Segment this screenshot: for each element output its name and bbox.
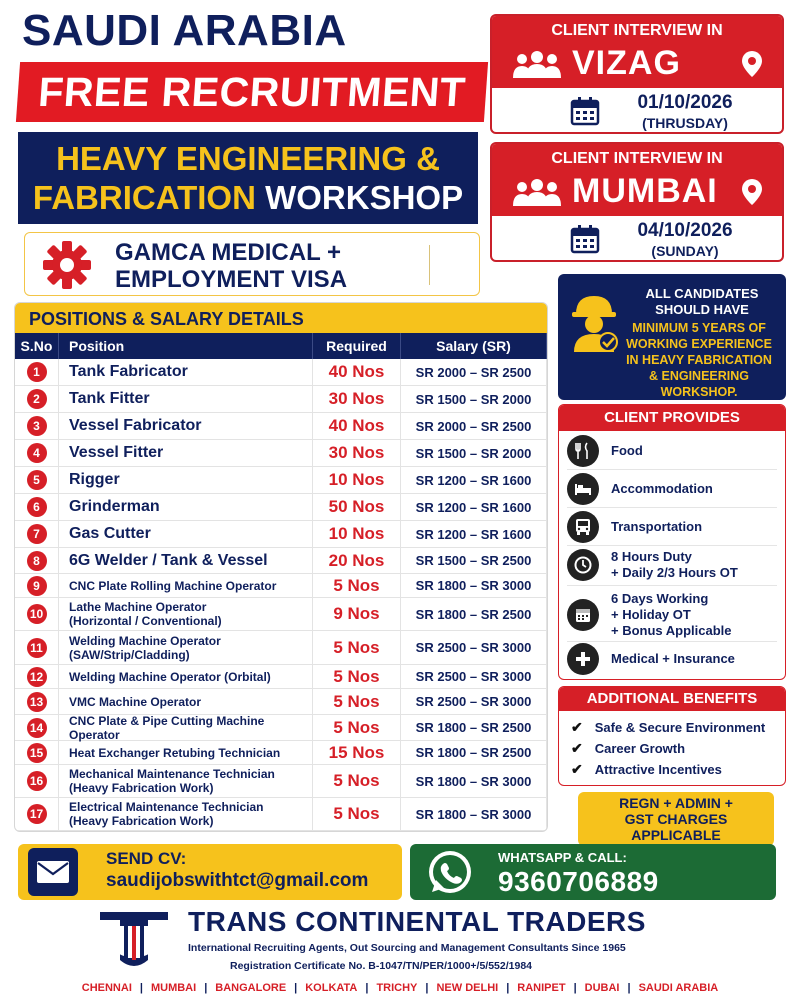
required-count: 30 Nos (328, 389, 385, 408)
table-row (15, 598, 547, 631)
client-provides-title: CLIENT PROVIDES (559, 405, 785, 431)
position-line1: Tank Fabricator (69, 363, 188, 380)
candidate-line2: SHOULD HAVE (655, 302, 749, 317)
position-line1: Tank Fitter (69, 390, 150, 407)
interview-box-vizag (490, 14, 784, 134)
separator: | (425, 982, 429, 994)
row-number-badge: 6 (27, 497, 47, 517)
required-count: 40 Nos (328, 416, 385, 435)
position-cell (59, 715, 313, 740)
table-row (15, 741, 547, 765)
sno-cell (15, 598, 59, 630)
city-name: KOLKATA (305, 982, 358, 994)
required-cell (313, 548, 401, 573)
position-cell (59, 665, 313, 688)
registration-number: Registration Certificate No. B-1047/TN/PER/1000+/5/552/1984 (230, 960, 533, 972)
provide-item-food (567, 435, 777, 467)
salary-cell (401, 574, 547, 597)
sno-cell (15, 386, 59, 412)
calendar-icon (570, 96, 600, 126)
salary-cell (401, 765, 547, 797)
interview-header (492, 144, 782, 216)
required-count: 10 Nos (328, 524, 385, 543)
position-cell (59, 386, 313, 412)
position-line1: Gas Cutter (69, 525, 151, 542)
provide-text (611, 591, 732, 639)
provide-line3: + Bonus Applicable (611, 623, 732, 638)
row-number-badge: 11 (27, 638, 47, 658)
position-line1: CNC Plate Rolling Machine Operator (69, 578, 277, 593)
location-pin-icon (740, 178, 764, 206)
required-cell (313, 715, 401, 740)
position-line2: (Heavy Fabrication Work) (69, 814, 214, 828)
gamca-box (24, 232, 480, 296)
salary-cell (401, 413, 547, 439)
interview-date (620, 220, 750, 262)
required-count: 5 Nos (333, 691, 380, 711)
check-icon: ✔ (571, 719, 583, 735)
row-number-badge: 9 (27, 576, 47, 596)
required-cell (313, 521, 401, 547)
position-name (69, 714, 312, 742)
position-cell (59, 631, 313, 664)
table-row (15, 359, 547, 386)
interview-day: (THRUSDAY) (642, 115, 728, 131)
city-name: DUBAI (584, 982, 620, 994)
candidate-line1: ALL CANDIDATES (645, 286, 759, 301)
position-line1: Heat Exchanger Retubing Technician (69, 745, 281, 760)
benefit-item (571, 740, 685, 757)
interview-label: CLIENT INTERVIEW IN (551, 150, 723, 167)
interview-date-value: 01/10/2026 (637, 92, 733, 113)
table-row (15, 548, 547, 574)
row-number-badge: 10 (27, 604, 47, 624)
candidate-text-white (622, 286, 782, 318)
benefit-text: Attractive Incentives (594, 762, 722, 777)
salary-cell (401, 359, 547, 385)
provide-text: Medical + Insurance (611, 651, 735, 666)
gamca-line2: EMPLOYMENT VISA (115, 266, 348, 293)
position-cell (59, 413, 313, 439)
required-cell (313, 665, 401, 688)
provide-item-duty (567, 549, 777, 581)
position-line1: Grinderman (69, 498, 160, 515)
required-count: 5 Nos (333, 717, 380, 737)
required-count: 5 Nos (333, 666, 380, 686)
company-logo (94, 906, 174, 974)
row-number-badge: 8 (27, 551, 47, 571)
position-cell (59, 467, 313, 493)
interview-city: MUMBAI (572, 172, 718, 210)
salary-range: SR 1800 – SR 2500 (415, 745, 532, 760)
position-cell (59, 440, 313, 466)
required-cell (313, 386, 401, 412)
company-tagline: International Recruiting Agents, Out Sourcing and Management Consultants Since 1965 (188, 942, 626, 954)
sno-cell (15, 467, 59, 493)
separator: | (627, 982, 631, 994)
bus-icon (567, 511, 599, 543)
headline-line2 (18, 178, 478, 218)
required-count: 15 Nos (328, 742, 385, 762)
interview-city: VIZAG (572, 44, 681, 82)
required-cell (313, 494, 401, 520)
benefit-text: Career Growth (594, 741, 686, 756)
benefit-text: Safe & Secure Environment (594, 720, 766, 735)
salary-range: SR 1500 – SR 2000 (415, 445, 532, 461)
city-name: MUMBAI (150, 982, 197, 994)
divider (567, 585, 777, 586)
interview-day: (SUNDAY) (651, 243, 719, 259)
candidate-line5: IN HEAVY FABRICATION (626, 353, 772, 367)
position-name (69, 767, 275, 795)
salary-range: SR 1500 – SR 2000 (415, 391, 532, 407)
row-number-badge: 13 (27, 692, 47, 712)
salary-cell (401, 521, 547, 547)
header-required: Required (313, 333, 401, 359)
position-name (69, 498, 160, 516)
sno-cell (15, 548, 59, 573)
divider (567, 469, 777, 470)
required-count: 40 Nos (328, 362, 385, 381)
salary-cell (401, 598, 547, 630)
separator: | (139, 982, 143, 994)
table-row (15, 715, 547, 741)
position-cell (59, 689, 313, 714)
city-name: SAUDI ARABIA (638, 982, 719, 994)
required-cell (313, 598, 401, 630)
position-name (69, 634, 221, 662)
row-number-badge: 12 (27, 667, 47, 687)
interview-label: CLIENT INTERVIEW IN (551, 22, 723, 39)
row-number-badge: 2 (27, 389, 47, 409)
salary-range: SR 2500 – SR 3000 (415, 640, 532, 655)
salary-range: SR 2000 – SR 2500 (415, 418, 532, 434)
positions-title: POSITIONS & SALARY DETAILS (15, 303, 547, 333)
salary-cell (401, 386, 547, 412)
position-line1: 6G Welder / Tank & Vessel (69, 551, 268, 569)
charges-badge (578, 792, 774, 846)
clock-icon (567, 549, 599, 581)
required-cell (313, 741, 401, 764)
table-body (15, 359, 547, 831)
salary-cell (401, 665, 547, 688)
position-line1: CNC Plate & Pipe Cutting Machine Operator (69, 713, 265, 742)
provide-line2: + Holiday OT (611, 607, 691, 622)
position-line2: (Horizontal / Conventional) (69, 614, 222, 628)
provide-item-accommodation (567, 473, 777, 505)
headline-free-recruitment: FREE RECRUITMENT (16, 62, 488, 122)
table-row (15, 798, 547, 831)
provide-text: Food (611, 443, 643, 458)
sno-cell (15, 798, 59, 830)
salary-range: SR 2500 – SR 3000 (415, 694, 532, 709)
row-number-badge: 15 (27, 743, 47, 763)
city-name: NEW DELHI (436, 982, 499, 994)
divider (567, 641, 777, 642)
salary-range: SR 1500 – SR 2500 (415, 553, 532, 568)
candidate-line6: & ENGINEERING WORKSHOP. (648, 369, 749, 399)
divider (567, 507, 777, 508)
salary-cell (401, 631, 547, 664)
row-number-badge: 3 (27, 416, 47, 436)
required-count: 5 Nos (333, 637, 380, 657)
position-line2: (Heavy Fabrication Work) (69, 781, 214, 795)
separator: | (204, 982, 208, 994)
table-row (15, 631, 547, 665)
table-row (15, 440, 547, 467)
position-line2: (SAW/Strip/Cladding) (69, 647, 190, 662)
salary-cell (401, 689, 547, 714)
position-cell (59, 765, 313, 797)
required-cell (313, 413, 401, 439)
row-number-badge: 1 (27, 362, 47, 382)
position-name (69, 800, 264, 828)
salary-cell (401, 798, 547, 830)
salary-range: SR 1800 – SR 3000 (415, 773, 532, 789)
row-number-badge: 5 (27, 470, 47, 490)
position-cell (59, 798, 313, 830)
whatsapp-label: WHATSAPP & CALL: (498, 850, 627, 865)
position-name (69, 390, 150, 408)
location-pin-icon (740, 50, 764, 78)
sno-cell (15, 665, 59, 688)
interview-box-mumbai (490, 142, 784, 262)
check-icon: ✔ (571, 761, 583, 777)
salary-range: SR 1800 – SR 3000 (415, 806, 532, 822)
headline-line2-a: FABRICATION (32, 179, 256, 216)
medical-cross-icon (567, 643, 599, 675)
position-line1: Vessel Fabricator (69, 417, 202, 434)
position-name (69, 670, 271, 684)
office-cities (0, 978, 800, 1000)
send-cv-label: SEND CV: (106, 849, 187, 868)
divider (429, 245, 430, 285)
table-row (15, 467, 547, 494)
whatsapp-call-bar[interactable] (410, 844, 776, 900)
sno-cell (15, 765, 59, 797)
position-name (69, 579, 276, 593)
sno-cell (15, 715, 59, 740)
separator: | (573, 982, 577, 994)
bed-icon (567, 473, 599, 505)
required-cell (313, 689, 401, 714)
table-row (15, 386, 547, 413)
provide-text: Accommodation (611, 481, 713, 496)
positions-table (14, 302, 548, 832)
sno-cell (15, 413, 59, 439)
company-name: TRANS CONTINENTAL TRADERS (188, 906, 646, 937)
required-cell (313, 798, 401, 830)
provide-text: Transportation (611, 519, 703, 534)
people-icon (510, 50, 564, 80)
required-cell (313, 359, 401, 385)
people-icon (510, 178, 564, 208)
position-line1: Electrical Maintenance Technician (69, 800, 264, 814)
required-count: 5 Nos (333, 575, 380, 595)
position-name (69, 746, 280, 760)
header-sno: S.No (15, 333, 59, 359)
required-cell (313, 467, 401, 493)
sno-cell (15, 521, 59, 547)
mail-icon (28, 848, 78, 896)
table-row (15, 521, 547, 548)
calendar-icon (567, 599, 599, 631)
salary-cell (401, 741, 547, 764)
position-name (69, 525, 151, 543)
salary-range: SR 1200 – SR 1600 (415, 499, 532, 515)
table-row (15, 494, 547, 521)
email-link[interactable]: saudijobswithtct@gmail.com (106, 870, 369, 891)
salary-range: SR 1800 – SR 3000 (415, 578, 532, 593)
salary-range: SR 1800 – SR 2500 (415, 606, 532, 622)
gamca-text (115, 239, 347, 293)
salary-cell (401, 467, 547, 493)
check-icon: ✔ (571, 740, 583, 756)
provide-item-medical (567, 643, 777, 675)
row-number-badge: 14 (27, 718, 47, 738)
headline-line2-b: WORKSHOP (265, 179, 464, 216)
candidate-line4: WORKING EXPERIENCE (626, 337, 772, 351)
required-count: 10 Nos (328, 470, 385, 489)
headline-industry (18, 132, 478, 224)
salary-range: SR 2000 – SR 2500 (415, 364, 532, 380)
table-row (15, 689, 547, 715)
position-name (69, 417, 202, 435)
separator: | (506, 982, 510, 994)
city-name: BANGALORE (215, 982, 287, 994)
provide-line1: 8 Hours Duty (611, 549, 692, 564)
interview-date (620, 92, 750, 134)
whatsapp-icon (424, 848, 476, 896)
candidate-text-yellow (614, 320, 784, 400)
position-name (69, 471, 120, 489)
charges-line1: REGN + ADMIN + (619, 795, 733, 811)
interview-header (492, 16, 782, 88)
separator: | (294, 982, 298, 994)
city-name: CHENNAI (81, 982, 132, 994)
charges-line3: APPLICABLE (631, 827, 721, 843)
additional-benefits-box (558, 686, 786, 786)
sno-cell (15, 741, 59, 764)
separator: | (365, 982, 369, 994)
position-cell (59, 741, 313, 764)
required-count: 5 Nos (333, 771, 380, 790)
charges-line2: GST CHARGES (624, 811, 728, 827)
salary-range: SR 1800 – SR 2500 (415, 720, 532, 735)
position-line1: Mechanical Maintenance Technician (69, 767, 275, 781)
position-line1: Welding Machine Operator (69, 633, 221, 648)
sno-cell (15, 359, 59, 385)
salary-cell (401, 440, 547, 466)
position-line1: VMC Machine Operator (69, 694, 202, 709)
header-salary: Salary (SR) (401, 333, 547, 359)
position-cell (59, 598, 313, 630)
salary-cell (401, 494, 547, 520)
table-row (15, 574, 547, 598)
position-name (69, 600, 222, 628)
position-name (69, 552, 268, 570)
table-header (15, 333, 547, 359)
table-row (15, 665, 547, 689)
headline-line1: HEAVY ENGINEERING & (56, 140, 440, 177)
gamca-line1: GAMCA MEDICAL + (115, 239, 342, 266)
headline-country: SAUDI ARABIA (22, 6, 347, 55)
calendar-icon (570, 224, 600, 254)
position-cell (59, 574, 313, 597)
food-icon (567, 435, 599, 467)
phone-number[interactable]: 9360706889 (498, 866, 659, 897)
position-name (69, 363, 188, 381)
required-count: 20 Nos (328, 550, 385, 570)
table-row (15, 765, 547, 798)
sno-cell (15, 631, 59, 664)
position-cell (59, 359, 313, 385)
sno-cell (15, 440, 59, 466)
salary-range: SR 1200 – SR 1600 (415, 472, 532, 488)
position-cell (59, 548, 313, 573)
candidate-line3: MINIMUM 5 YEARS OF (632, 321, 766, 335)
table-row (15, 413, 547, 440)
gear-icon (39, 239, 95, 291)
required-cell (313, 631, 401, 664)
salary-range: SR 2500 – SR 3000 (415, 669, 532, 684)
position-line1: Welding Machine Operator (Orbital) (69, 669, 271, 684)
position-name (69, 444, 163, 462)
row-number-badge: 7 (27, 524, 47, 544)
position-cell (59, 521, 313, 547)
required-cell (313, 574, 401, 597)
row-number-badge: 17 (27, 804, 47, 824)
salary-range: SR 1200 – SR 1600 (415, 526, 532, 542)
benefit-item (571, 719, 765, 736)
required-count: 30 Nos (328, 443, 385, 462)
provide-text (611, 549, 738, 581)
divider (567, 545, 777, 546)
provide-line1: 6 Days Working (611, 591, 709, 606)
required-count: 9 Nos (333, 604, 380, 623)
position-line1: Lathe Machine Operator (69, 600, 207, 614)
provide-item-transportation (567, 511, 777, 543)
position-name (69, 695, 201, 709)
required-count: 50 Nos (328, 497, 385, 516)
header-position: Position (59, 333, 313, 359)
candidate-requirement-box (558, 274, 786, 400)
sno-cell (15, 689, 59, 714)
row-number-badge: 16 (27, 771, 47, 791)
position-cell (59, 494, 313, 520)
benefit-item (571, 761, 722, 778)
send-cv-bar[interactable] (18, 844, 402, 900)
position-line1: Rigger (69, 471, 120, 488)
city-name: RANIPET (517, 982, 566, 994)
sno-cell (15, 574, 59, 597)
salary-cell (401, 715, 547, 740)
client-provides-box (558, 404, 786, 680)
interview-date-value: 04/10/2026 (637, 220, 733, 241)
row-number-badge: 4 (27, 443, 47, 463)
salary-cell (401, 548, 547, 573)
benefits-title: ADDITIONAL BENEFITS (559, 687, 785, 711)
provide-item-working-days (567, 591, 777, 639)
sno-cell (15, 494, 59, 520)
required-count: 5 Nos (333, 804, 380, 823)
city-name: TRICHY (376, 982, 418, 994)
position-line1: Vessel Fitter (69, 444, 164, 461)
required-cell (313, 440, 401, 466)
required-cell (313, 765, 401, 797)
provide-line2: + Daily 2/3 Hours OT (611, 565, 738, 580)
